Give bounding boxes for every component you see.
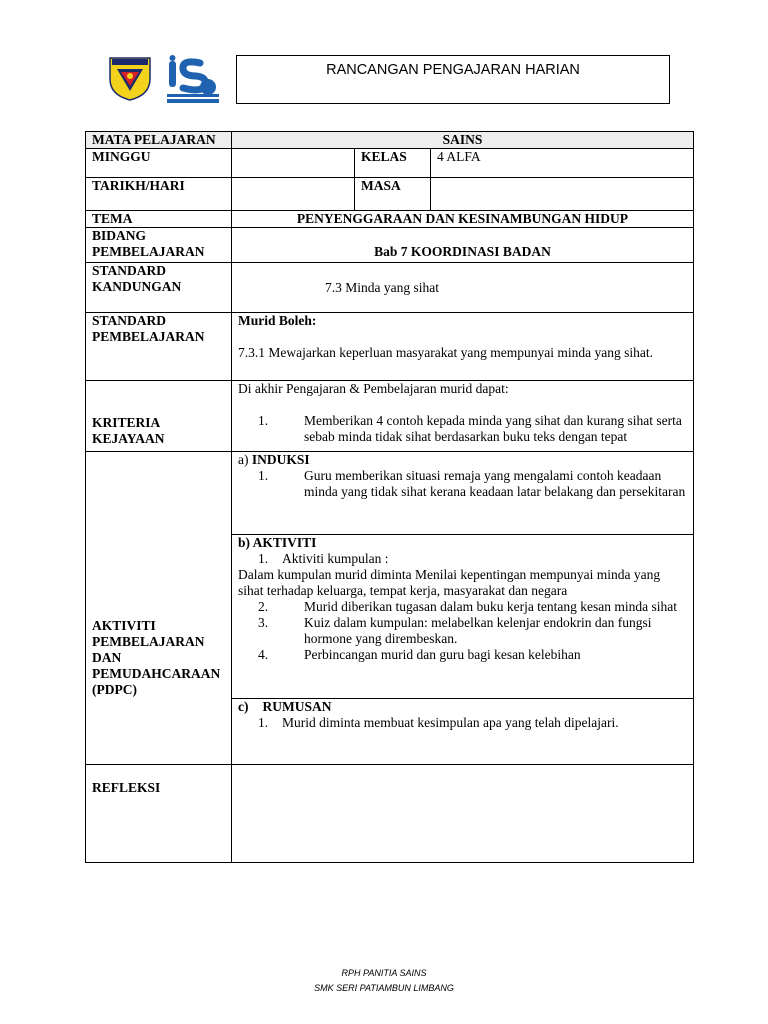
value-standard-pembelajaran <box>232 313 694 381</box>
label-minggu: MINGGU <box>86 149 232 178</box>
value-aktiviti-b <box>232 535 694 699</box>
label-kriteria <box>86 381 232 452</box>
value-tema: PENYENGGARAAN DAN KESINAMBUNGAN HIDUP <box>232 211 694 228</box>
label-aktiviti-line4: PEMUDAHCARAAN <box>92 666 221 681</box>
value-refleksi <box>232 765 694 863</box>
row-induksi <box>86 452 694 535</box>
induksi-list <box>238 468 687 500</box>
row-mata-pelajaran <box>86 132 694 149</box>
induksi-heading: a) INDUKSI <box>238 452 310 467</box>
footer-line2: SMK SERI PATIAMBUN LIMBANG <box>314 983 454 993</box>
value-mata-pelajaran: SAINS <box>232 132 694 149</box>
label-aktiviti-line1: AKTIVITI <box>92 618 156 633</box>
list-item: 1. Memberikan 4 contoh kepada minda yang sihat dan kurang sihat serta sebab minda tidak sihat berdasarkan buku teks dengan tepat <box>258 413 682 444</box>
label-masa: MASA <box>355 178 431 211</box>
kriteria-list <box>238 413 687 445</box>
label-kelas: KELAS <box>355 149 431 178</box>
list-item: 3. Kuiz dalam kumpulan: melabelkan kelenjar endokrin dan fungsi hormone yang dirembeskan. <box>258 615 652 646</box>
aktiviti-b-paragraph: Dalam kumpulan murid diminta Menilai kepentingan mempunyai minda yang sihat terhadap keluarga, tempat kerja, masyarakat dan negara <box>238 567 661 598</box>
rumusan-heading: c) RUMUSAN <box>238 699 332 714</box>
row-kriteria <box>86 381 694 452</box>
is25-logo <box>166 55 220 105</box>
value-induksi <box>232 452 694 535</box>
label-sp-line2: PEMBELAJARAN <box>92 329 205 344</box>
value-masa <box>431 178 694 211</box>
value-kelas: 4 ALFA <box>431 149 694 178</box>
row-standard-pembelajaran <box>86 313 694 381</box>
label-kriteria-line2: KEJAYAAN <box>92 431 165 446</box>
row-refleksi <box>86 765 694 863</box>
aktiviti-b-heading: b) AKTIVITI <box>238 535 317 550</box>
rumusan-list <box>238 715 687 731</box>
document-title: RANCANGAN PENGAJARAN HARIAN <box>236 55 670 104</box>
value-tarikh <box>232 178 355 211</box>
row-standard-kandungan <box>86 263 694 313</box>
label-aktiviti-line3: DAN <box>92 650 122 665</box>
footer-line1: RPH PANITIA SAINS <box>341 968 427 978</box>
list-item: 1. Guru memberikan situasi remaja yang mengalami contoh keadaan minda yang tidak sihat kerana keadaan latar belakang dan persekitaran <box>258 468 686 499</box>
value-kriteria <box>232 381 694 452</box>
kriteria-intro: Di akhir Pengajaran & Pembelajaran murid dapat: <box>238 381 509 396</box>
label-tema: TEMA <box>86 211 232 228</box>
row-minggu <box>86 149 694 178</box>
value-standard-kandungan: 7.3 Minda yang sihat <box>232 263 694 313</box>
label-sk-line2: KANDUNGAN <box>92 279 182 294</box>
label-kriteria-line1: KRITERIA <box>92 415 161 430</box>
label-refleksi: REFLEKSI <box>86 765 232 863</box>
label-mata-pelajaran: MATA PELAJARAN <box>86 132 232 149</box>
label-sk-line1: STANDARD <box>92 263 167 278</box>
aktiviti-b-list <box>238 599 687 663</box>
label-bidang-line2: PEMBELAJARAN <box>92 244 205 259</box>
label-bidang <box>86 228 232 263</box>
list-item: 4. Perbincangan murid dan guru bagi kesan kelebihan <box>258 647 581 662</box>
value-rumusan <box>232 699 694 765</box>
sp-heading: Murid Boleh: <box>238 313 317 328</box>
list-item: 2. Murid diberikan tugasan dalam buku kerja tentang kesan minda sihat <box>258 599 678 614</box>
row-bidang <box>86 228 694 263</box>
lesson-plan-table <box>85 131 694 863</box>
school-crest-logo <box>107 55 153 101</box>
list-item: 1. Murid diminta membuat kesimpulan apa yang telah dipelajari. <box>258 715 619 730</box>
label-aktiviti-line5: (PDPC) <box>92 682 137 697</box>
row-tarikh <box>86 178 694 211</box>
value-bidang: Bab 7 KOORDINASI BADAN <box>232 228 694 263</box>
label-sp-line1: STANDARD <box>92 313 167 328</box>
label-bidang-line1: BIDANG <box>92 228 147 243</box>
sp-text: 7.3.1 Mewajarkan keperluan masyarakat yang mempunyai minda yang sihat. <box>238 345 653 360</box>
label-aktiviti <box>86 452 232 765</box>
label-standard-kandungan <box>86 263 232 313</box>
list-item: 1. Aktiviti kumpulan : <box>258 551 389 566</box>
label-aktiviti-line2: PEMBELAJARAN <box>92 634 205 649</box>
row-tema <box>86 211 694 228</box>
value-minggu <box>232 149 355 178</box>
label-standard-pembelajaran <box>86 313 232 381</box>
label-tarikh: TARIKH/HARI <box>86 178 232 211</box>
aktiviti-b-first <box>238 551 687 567</box>
